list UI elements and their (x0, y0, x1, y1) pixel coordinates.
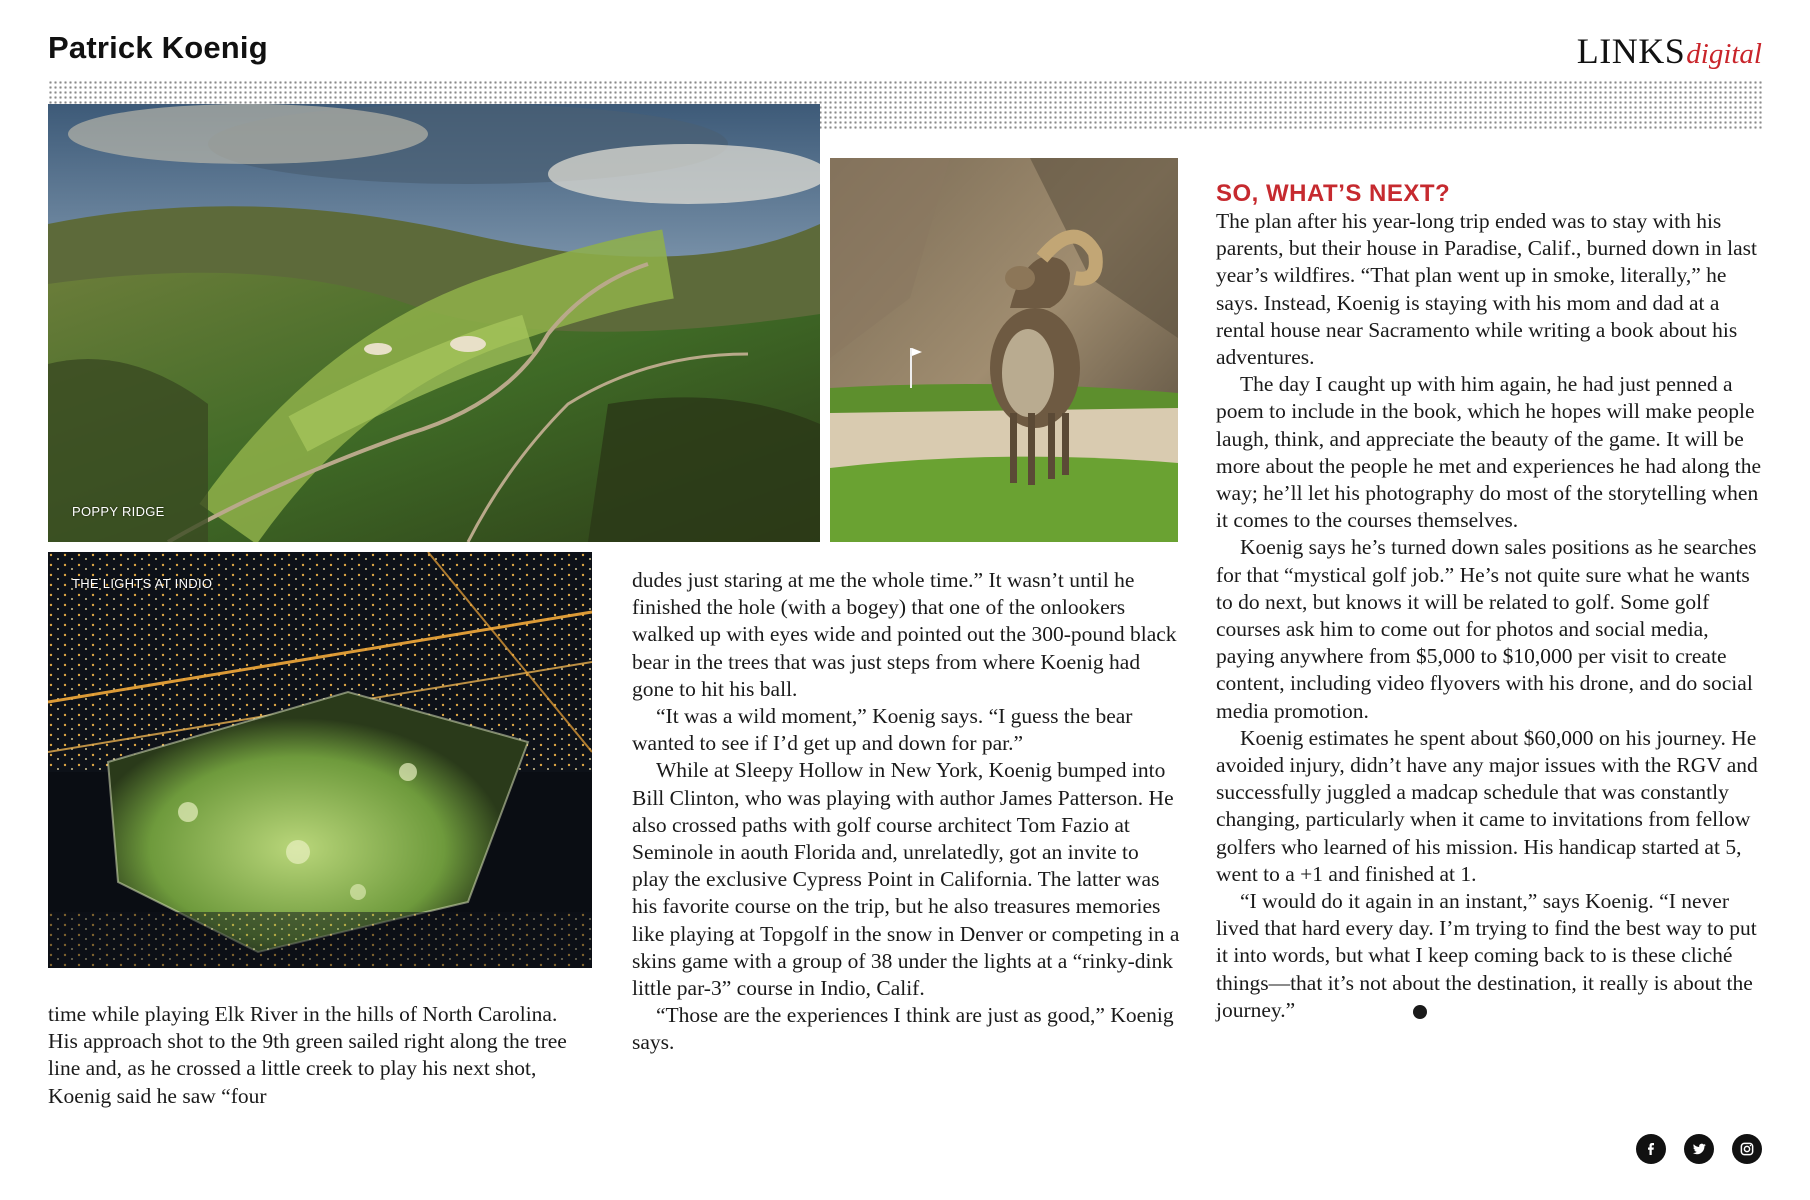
facebook-icon (1642, 1140, 1660, 1158)
links-digital-logo[interactable] (1577, 30, 1762, 72)
poppy-ridge-image (48, 104, 820, 542)
instagram-icon (1738, 1140, 1756, 1158)
twitter-button[interactable] (1684, 1134, 1714, 1164)
paragraph (1216, 888, 1764, 1024)
paragraph: Koenig estimates he spent about $60,000 on his journey. He avoided injury, didn’t have any major issues with the RGV and successfully juggled a madcap schedule that was constantly changing, particularly when it came to invitations from fellow golfers who learned of his mission. His handicap started at 5, went to a +1 and finished at 1. (1216, 725, 1758, 886)
paragraph: While at Sleepy Hollow in New York, Koenig bumped into Bill Clinton, who was playing with author James Patterson. He also crossed paths with golf course architect Tom Fazio at Seminole in aouth Florida and, unrelatedly, got an invite to play the exclusive Cypress Point in California. The latter was his favorite course on the trip, but he also treasures memories like playing at Topgolf in the snow in Denver or competing in a skins game with a group of 38 under the lights at a “rinky-dink little par-3” course in Indio, Calif. (632, 758, 1180, 1001)
logo-links-text: LINKS (1576, 31, 1686, 71)
closing-paragraph-text: “I would do it again in an instant,” says Koenig. “I never lived that hard every day. I’m trying to find the best way to put it into words, but what I keep coming back to is these cliché things—that it’s not about the destination, it really is about the journey.” (1216, 889, 1757, 1022)
article-column-3 (1216, 180, 1764, 1024)
paragraph: The day I caught up with him again, he had just penned a poem to include in the book, which he hopes will make people laugh, think, and appreciate the beauty of the game. It will be more about the people he met and experiences he had along the way; he’ll let his photography do most of the storytelling when it comes to the courses themselves. (1216, 372, 1762, 533)
bighorn-sheep-image (830, 158, 1178, 542)
instagram-button[interactable] (1732, 1134, 1762, 1164)
paragraph: Koenig says he’s turned down sales positions as he searches for that “mystical golf job.” He’s not quite sure what he wants to do next, but knows it will be related to golf. Some golf courses ask him to come out for photos and social media, paying anywhere from $5,000 to $10,000 per visit to create content, including video flyovers with his drone, and do social media promotion. (1216, 535, 1757, 723)
logo-digital-text: digital (1686, 38, 1762, 70)
paragraph: “It was a wild moment,” Koenig says. “I guess the bear wanted to see if I’d get up and down for par.” (632, 704, 1133, 756)
paragraph: dudes just staring at me the whole time.” It wasn’t until he finished the hole (with a bogey) that one of the onlookers walked up with eyes wide and pointed out the 300-pound black bear in the trees that was just steps from where Koenig had gone to hit his ball. (632, 568, 1177, 701)
photo-lights-at-indio[interactable] (48, 552, 592, 968)
paragraph: time while playing Elk River in the hills of North Carolina. His approach shot to the 9th green sailed right along the tree line and, as he crossed a little creek to play his next shot, Koenig said he saw “four (48, 1002, 567, 1108)
section-heading: SO, WHAT’S NEXT? (1216, 180, 1451, 207)
twitter-icon (1690, 1140, 1708, 1158)
article-column-1 (48, 1001, 568, 1110)
lights-at-indio-image (48, 552, 592, 968)
author-name: Patrick Koenig (48, 30, 268, 65)
facebook-button[interactable] (1636, 1134, 1666, 1164)
photo-poppy-ridge[interactable] (48, 104, 820, 542)
caption-poppy-ridge: POPPY RIDGE (72, 504, 165, 519)
paragraph: “Those are the experiences I think are just as good,” Koenig says. (632, 1003, 1174, 1055)
article-column-2 (632, 567, 1180, 1057)
caption-lights-at-indio: THE LIGHTS AT INDIO (72, 576, 213, 591)
end-mark-icon: L (1413, 1005, 1427, 1019)
photo-bighorn-sheep[interactable] (830, 158, 1178, 542)
paragraph: The plan after his year-long trip ended was to stay with his parents, but their house in Paradise, Calif., burned down in last year’s wildfires. “That plan went up in smoke, literally,” he says. Instead, Koenig is staying with his mom and dad at a rental house near Sacramento while writing a book about his adventures. (1216, 209, 1757, 370)
